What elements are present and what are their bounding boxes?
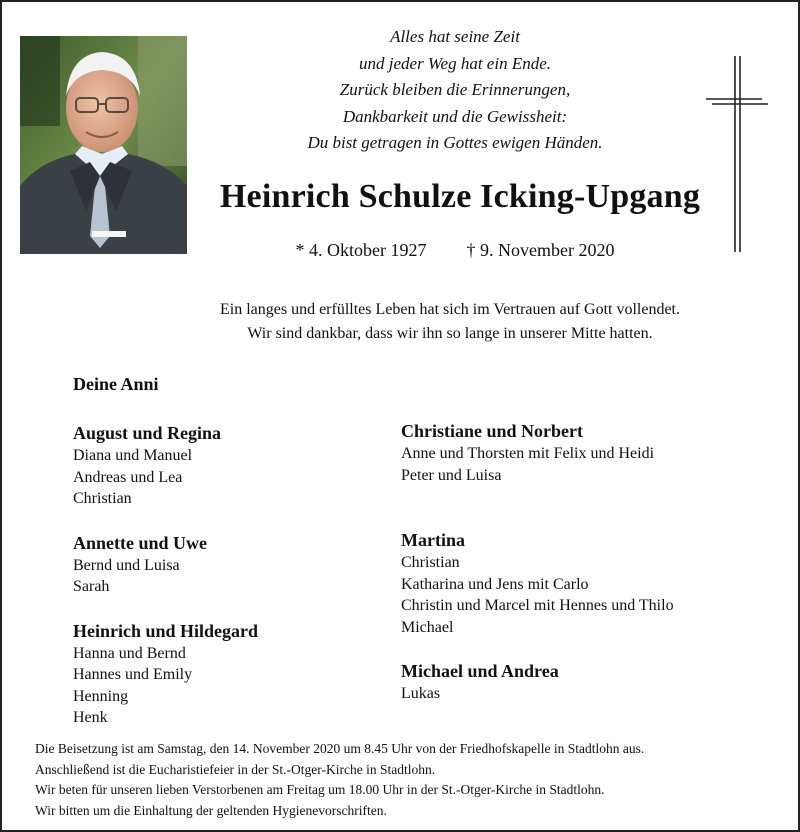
mourner-member: Lukas (401, 685, 441, 702)
mourner-member: Peter und Luisa (401, 466, 502, 484)
mourner-group-head: Michael und Andrea (401, 661, 559, 681)
verse-line: Ein langes und erfülltes Leben hat sich im Vertrauen auf Gott vollendet. (219, 301, 680, 318)
portrait-photo (20, 36, 187, 254)
quote-line: Zurück bleiben die Erinnerungen, (339, 80, 571, 99)
funeral-details (35, 739, 795, 821)
quote-line: Alles hat seine Zeit (390, 27, 520, 46)
mourner-group-head: August und Regina (73, 423, 222, 443)
quote-line: und jeder Weg hat ein Ende. (359, 53, 551, 73)
birth-date: * 4. Oktober 1927 (295, 240, 427, 260)
mourner-group (401, 420, 791, 486)
funeral-detail-line: Wir beten für unseren lieben Verstorbenen am Freitag um 18.00 Uhr in der St.-Otger-Kirche in Stadtlohn. (35, 782, 605, 797)
funeral-detail-line: Die Beisetzung ist am Samstag, den 14. November 2020 um 8.45 Uhr von der Friedhofskapelle in Stadtlohn aus. (35, 741, 645, 756)
verse-line: Wir sind dankbar, dass wir ihn so lange in unserer Mitte hatten. (247, 325, 653, 342)
mourner-member: Diana und Manuel (73, 447, 193, 464)
mourner-member: Henning (73, 687, 129, 705)
deceased-name: Heinrich Schulze Icking-Upgang (219, 178, 701, 215)
memorial-verse (80, 298, 800, 346)
mourner-group (73, 532, 393, 598)
mourner-member: Sarah (73, 578, 110, 595)
memorial-quote (250, 24, 660, 157)
mourners-right-column (401, 420, 791, 727)
mourner-member: Hannes und Emily (73, 666, 193, 683)
funeral-detail-line: Anschließend ist die Eucharistiefeier in der St.-Otger-Kirche in Stadtlohn. (35, 761, 436, 777)
mourner-member: Andreas und Lea (73, 468, 183, 486)
quote-line: Dankbarkeit und die Gewissheit: (342, 106, 568, 126)
mourner-group (401, 660, 791, 705)
mourner-member: Bernd und Luisa (73, 556, 180, 574)
cross-icon (706, 56, 770, 252)
mourner-group (401, 529, 791, 638)
mourner-member: Hanna und Bernd (73, 644, 186, 662)
mourner-member: Katharina und Jens mit Carlo (401, 575, 589, 593)
death-date: † 9. November 2020 (466, 240, 615, 260)
mourner-member: Anne und Thorsten mit Felix und Heidi (401, 445, 655, 462)
mourner-member: Christian (401, 554, 460, 571)
mourner-group-head: Heinrich und Hildegard (73, 620, 259, 641)
quote-line: Du bist getragen in Gottes ewigen Händen. (307, 133, 603, 152)
mourner-group-head: Deine Anni (73, 374, 159, 394)
mourner-group (73, 620, 393, 729)
mourner-member: Christin und Marcel mit Hennes und Thilo (401, 597, 674, 614)
mourner-member: Michael (401, 618, 454, 636)
mourner-group (73, 422, 393, 510)
mourner-group-head: Annette und Uwe (73, 532, 208, 553)
mourner-group (73, 373, 393, 396)
funeral-detail-line: Wir bitten um die Einhaltung der geltenden Hygienevorschriften. (35, 802, 387, 818)
mourners-left-column (73, 373, 393, 751)
mourner-group-head: Christiane und Norbert (401, 421, 584, 441)
mourner-member: Henk (73, 709, 108, 726)
life-dates (0, 240, 800, 261)
mourner-group-head: Martina (401, 530, 465, 550)
mourner-member: Christian (73, 490, 132, 507)
